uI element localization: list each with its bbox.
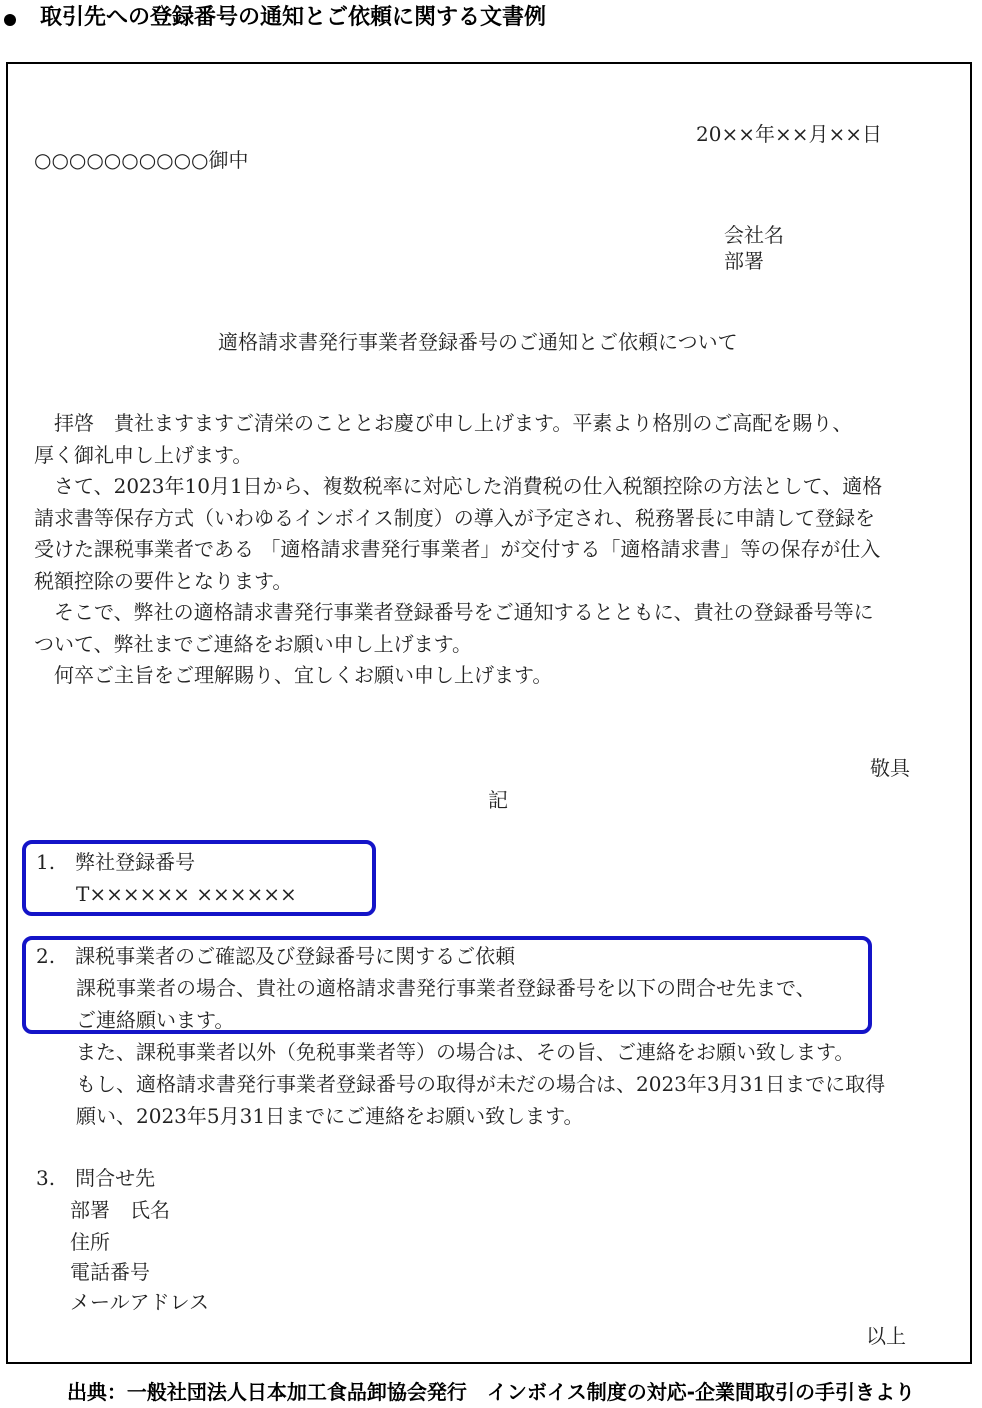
item2-line: ご連絡願います。 (76, 1008, 235, 1032)
letter-subject: 適格請求書発行事業者登録番号のご通知とご依頼について (218, 330, 738, 354)
letter-body (34, 408, 954, 692)
bullet-icon (4, 14, 16, 26)
body-line: 何卒ご主旨をご理解賜り、宜しくお願い申し上げます。 (34, 663, 553, 687)
body-line: ついて、弊社までご連絡をお願い申し上げます。 (34, 631, 472, 656)
letter-end: 以上 (866, 1324, 906, 1348)
item2-line: 願い、2023年5月31日までにご連絡をお願い致します。 (76, 1104, 584, 1128)
page-heading (0, 2, 982, 34)
item1-title: 1. 弊社登録番号 (36, 850, 196, 874)
item2-line: もし、適格請求書発行事業者登録番号の取得が未だの場合は、2023年3月31日までに取得 (76, 1072, 886, 1096)
contact-line: 電話番号 (70, 1260, 150, 1284)
highlight-box-item1 (22, 840, 376, 916)
contact-line: 住所 (70, 1230, 110, 1254)
sender-company: 会社名 (724, 223, 784, 247)
body-line: 厚く御礼申し上げます。 (34, 442, 253, 467)
contact-line: メールアドレス (70, 1290, 209, 1314)
item2-title: 2. 課税事業者のご確認及び登録番号に関するご依頼 (36, 944, 516, 968)
letter-date: 20××年××月××日 (696, 122, 882, 146)
sender-department: 部署 (724, 249, 764, 273)
item2-line: また、課税事業者以外（免税事業者等）の場合は、その旨、ご連絡をお願い致します。 (76, 1040, 855, 1064)
body-line: さて、2023年10月1日から、複数税率に対応した消費税の仕入税額控除の方法として、適格 (34, 474, 883, 498)
body-line: 受けた課税事業者である 「適格請求書発行事業者」が交付する「適格請求書」等の保存が仕入 (34, 537, 881, 561)
letter-recipient: ○○○○○○○○○○御中 (34, 148, 249, 172)
letter-document (6, 62, 972, 1364)
item3-title: 3. 問合せ先 (36, 1166, 156, 1190)
letter-ki: 記 (488, 788, 508, 812)
heading-text: 取引先への登録番号の通知とご依頼に関する文書例 (40, 5, 547, 30)
body-line: そこで、弊社の適格請求書発行事業者登録番号をご通知するとともに、貴社の登録番号等に (34, 600, 874, 624)
body-line: 請求書等保存方式（いわゆるインボイス制度）の導入が予定され、税務署長に申請して登録を (34, 505, 875, 530)
highlight-box-item2 (22, 936, 872, 1034)
item1-value: T×××××× ×××××× (76, 882, 297, 906)
letter-closing: 敬具 (870, 756, 910, 780)
body-line: 税額控除の要件となります。 (34, 568, 293, 593)
item2-line: 課税事業者の場合、貴社の適格請求書発行事業者登録番号を以下の問合せ先まで、 (76, 976, 816, 1000)
body-line: 拝啓 貴社ますますご清栄のこととお慶び申し上げます。平素より格別のご高配を賜り、 (34, 411, 853, 435)
source-citation: 出典：一般社団法人日本加工食品卸協会発行 インボイス制度の対応-企業間取引の手引きより (66, 1380, 916, 1404)
contact-line: 部署 氏名 (70, 1198, 170, 1222)
